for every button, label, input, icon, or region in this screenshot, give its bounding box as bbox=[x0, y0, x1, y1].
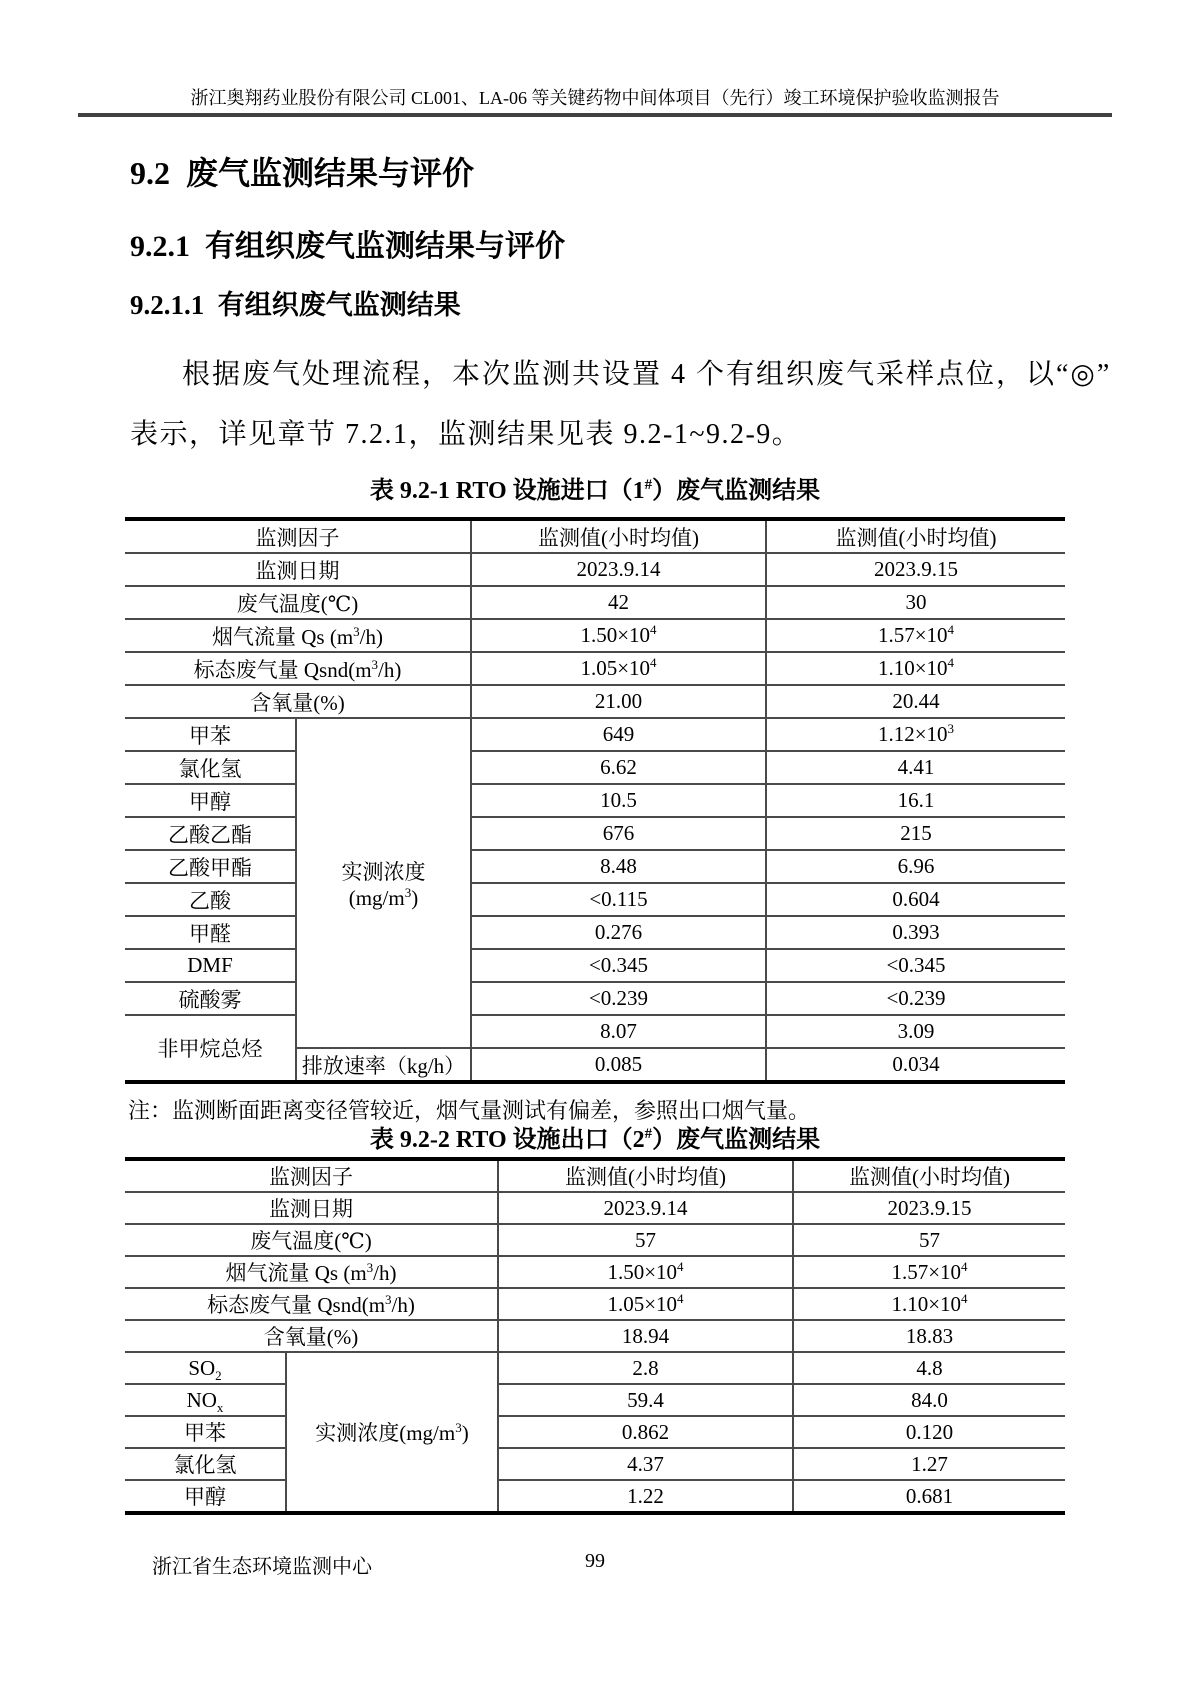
table-row bbox=[125, 850, 1065, 883]
table-row bbox=[125, 1448, 1065, 1480]
table-cell: 18.83 bbox=[793, 1320, 1065, 1352]
table-cell: 0.393 bbox=[766, 916, 1065, 949]
table-row bbox=[125, 1015, 1065, 1048]
table-cell: $1.12\times 10^3$ bbox=[766, 718, 1065, 751]
table-header-cell: 监测值(小时均值) bbox=[471, 519, 766, 553]
table-cell: $1.50\times 10^4$ bbox=[498, 1256, 793, 1288]
table-cell: 20.44 bbox=[766, 685, 1065, 718]
table-cell: 57 bbox=[793, 1224, 1065, 1256]
heading-9-2: 9.2 废气监测结果与评价 bbox=[130, 155, 475, 191]
table-cell: 乙酸乙酯 bbox=[125, 817, 296, 850]
table-cell: 6.96 bbox=[766, 850, 1065, 883]
heading-9-2-1: 9.2.1 有组织废气监测结果与评价 bbox=[130, 230, 565, 263]
table-row bbox=[125, 553, 1065, 586]
table-cell: 监测日期 bbox=[125, 553, 471, 586]
table-row bbox=[125, 1192, 1065, 1224]
table-cell: $1.10\times 10^4$ bbox=[766, 652, 1065, 685]
table-cell: 4.37 bbox=[498, 1448, 793, 1480]
table-cell: <0.239 bbox=[471, 982, 766, 1015]
table-row bbox=[125, 784, 1065, 817]
table-cell: 57 bbox=[498, 1224, 793, 1256]
table-cell: 6.62 bbox=[471, 751, 766, 784]
header-rule bbox=[78, 113, 1112, 117]
table-header-cell: 监测值(小时均值) bbox=[793, 1159, 1065, 1192]
table-1-note: 注：监测断面距离变径管较近，烟气量测试有偏差，参照出口烟气量。 bbox=[128, 1098, 811, 1123]
table-cell: 氯化氢 bbox=[125, 1448, 286, 1480]
table-cell: 0.276 bbox=[471, 916, 766, 949]
footer-organization: 浙江省生态环境监测中心 bbox=[152, 1556, 372, 1578]
table-cell: 2023.9.14 bbox=[498, 1192, 793, 1224]
table-header-cell: 监测因子 bbox=[125, 1159, 498, 1192]
table-cell: 排放速率（kg/h） bbox=[296, 1048, 471, 1082]
table-cell: 标态废气量 $Qsnd(m^3/h)$ bbox=[125, 1288, 498, 1320]
table-cell: 2023.9.15 bbox=[793, 1192, 1065, 1224]
table-cell: 2023.9.15 bbox=[766, 553, 1065, 586]
table-cell: 0.862 bbox=[498, 1416, 793, 1448]
footer-page-number: 99 bbox=[585, 1550, 605, 1572]
table-cell: 2023.9.14 bbox=[471, 553, 766, 586]
table-cell: 649 bbox=[471, 718, 766, 751]
table-cell: $NO_x$ bbox=[125, 1384, 286, 1416]
table-row bbox=[125, 685, 1065, 718]
table-cell: 0.604 bbox=[766, 883, 1065, 916]
table-cell: 2.8 bbox=[498, 1352, 793, 1384]
table-cell: $1.05\times 10^4$ bbox=[498, 1288, 793, 1320]
table-1-title: 表 9.2-1 RTO 设施进口（1#）废气监测结果 bbox=[369, 477, 821, 504]
table-cell: <0.345 bbox=[766, 949, 1065, 982]
table-cell: 甲苯 bbox=[125, 718, 296, 751]
table-row bbox=[125, 1480, 1065, 1513]
monitoring-table-rto-outlet bbox=[125, 1157, 1065, 1515]
table-row bbox=[125, 1320, 1065, 1352]
table-cell: 甲苯 bbox=[125, 1416, 286, 1448]
page-header-text: 浙江奥翔药业股份有限公司 CL001、LA-06 等关键药物中间体项目（先行）竣工环境保护验收监测报告 bbox=[190, 88, 1000, 108]
table-cell: 8.48 bbox=[471, 850, 766, 883]
table-cell: $1.05\times 10^4$ bbox=[471, 652, 766, 685]
table-cell: DMF bbox=[125, 949, 296, 982]
table-cell: 30 bbox=[766, 586, 1065, 619]
body-paragraph-line-2: 表示，详见章节 7.2.1，监测结果见表 9.2-1~9.2-9。 bbox=[130, 419, 802, 450]
table-row bbox=[125, 718, 1065, 751]
table-row bbox=[125, 916, 1065, 949]
table-cell: 实测浓度 $(mg/m^3)$ bbox=[296, 718, 471, 1048]
table-row bbox=[125, 949, 1065, 982]
table-cell: 10.5 bbox=[471, 784, 766, 817]
table-cell: 监测日期 bbox=[125, 1192, 498, 1224]
table-row bbox=[125, 1288, 1065, 1320]
table-row bbox=[125, 586, 1065, 619]
table-cell: 0.085 bbox=[471, 1048, 766, 1082]
table-row bbox=[125, 619, 1065, 652]
table-row bbox=[125, 883, 1065, 916]
table-cell: $SO_2$ bbox=[125, 1352, 286, 1384]
table-cell: $1.50\times 10^4$ bbox=[471, 619, 766, 652]
table-cell: 氯化氢 bbox=[125, 751, 296, 784]
table-cell: 乙酸甲酯 bbox=[125, 850, 296, 883]
table-cell: 676 bbox=[471, 817, 766, 850]
table-cell: 烟气流量 Qs $(m^3/h)$ bbox=[125, 619, 471, 652]
table-2-title: 表 9.2-2 RTO 设施出口（2#）废气监测结果 bbox=[369, 1126, 821, 1153]
table-cell: 84.0 bbox=[793, 1384, 1065, 1416]
body-paragraph-line-1: 根据废气处理流程，本次监测共设置 4 个有组织废气采样点位，以“◎” bbox=[182, 359, 1112, 390]
table-cell: 1.22 bbox=[498, 1480, 793, 1513]
table-header-cell: 监测值(小时均值) bbox=[498, 1159, 793, 1192]
table-cell: 1.27 bbox=[793, 1448, 1065, 1480]
table-row bbox=[125, 1159, 1065, 1192]
table-row bbox=[125, 1224, 1065, 1256]
table-cell: 含氧量(%) bbox=[125, 685, 471, 718]
table-cell: 215 bbox=[766, 817, 1065, 850]
table-cell: 59.4 bbox=[498, 1384, 793, 1416]
table-cell: $1.10\times 10^4$ bbox=[793, 1288, 1065, 1320]
table-cell: 3.09 bbox=[766, 1015, 1065, 1048]
monitoring-table-rto-inlet bbox=[125, 517, 1065, 1084]
table-cell: 42 bbox=[471, 586, 766, 619]
table-cell: 非甲烷总烃 bbox=[125, 1015, 296, 1082]
table-cell: 0.034 bbox=[766, 1048, 1065, 1082]
table-row bbox=[125, 652, 1065, 685]
table-cell: <0.115 bbox=[471, 883, 766, 916]
table-cell: $1.57\times 10^4$ bbox=[766, 619, 1065, 652]
table-row bbox=[125, 751, 1065, 784]
table-row bbox=[125, 817, 1065, 850]
table-row bbox=[125, 1256, 1065, 1288]
table-header-cell: 监测值(小时均值) bbox=[766, 519, 1065, 553]
table-cell: 废气温度(℃) bbox=[125, 1224, 498, 1256]
table-cell: 甲醇 bbox=[125, 784, 296, 817]
table-cell: 0.120 bbox=[793, 1416, 1065, 1448]
heading-9-2-1-1: 9.2.1.1 有组织废气监测结果 bbox=[130, 290, 461, 320]
table-cell: $1.57\times 10^4$ bbox=[793, 1256, 1065, 1288]
table-row bbox=[125, 519, 1065, 553]
table-cell: 4.41 bbox=[766, 751, 1065, 784]
table-row bbox=[125, 1416, 1065, 1448]
table-row bbox=[125, 1384, 1065, 1416]
table-cell: 21.00 bbox=[471, 685, 766, 718]
table-cell: 硫酸雾 bbox=[125, 982, 296, 1015]
table-cell: 废气温度(℃) bbox=[125, 586, 471, 619]
table-cell: 甲醛 bbox=[125, 916, 296, 949]
table-cell: <0.345 bbox=[471, 949, 766, 982]
table-row bbox=[125, 982, 1065, 1015]
table-cell: 含氧量(%) bbox=[125, 1320, 498, 1352]
table-cell: 实测浓度$(mg/m^3)$ bbox=[286, 1352, 498, 1513]
table-cell: 16.1 bbox=[766, 784, 1065, 817]
table-cell: 18.94 bbox=[498, 1320, 793, 1352]
table-cell: 0.681 bbox=[793, 1480, 1065, 1513]
table-row bbox=[125, 1352, 1065, 1384]
table-cell: 标态废气量 $Qsnd(m^3/h)$ bbox=[125, 652, 471, 685]
table-header-cell: 监测因子 bbox=[125, 519, 471, 553]
table-cell: 乙酸 bbox=[125, 883, 296, 916]
table-cell: 烟气流量 Qs $(m^3/h)$ bbox=[125, 1256, 498, 1288]
table-cell: 4.8 bbox=[793, 1352, 1065, 1384]
table-cell: 甲醇 bbox=[125, 1480, 286, 1513]
table-cell: <0.239 bbox=[766, 982, 1065, 1015]
table-cell: 8.07 bbox=[471, 1015, 766, 1048]
